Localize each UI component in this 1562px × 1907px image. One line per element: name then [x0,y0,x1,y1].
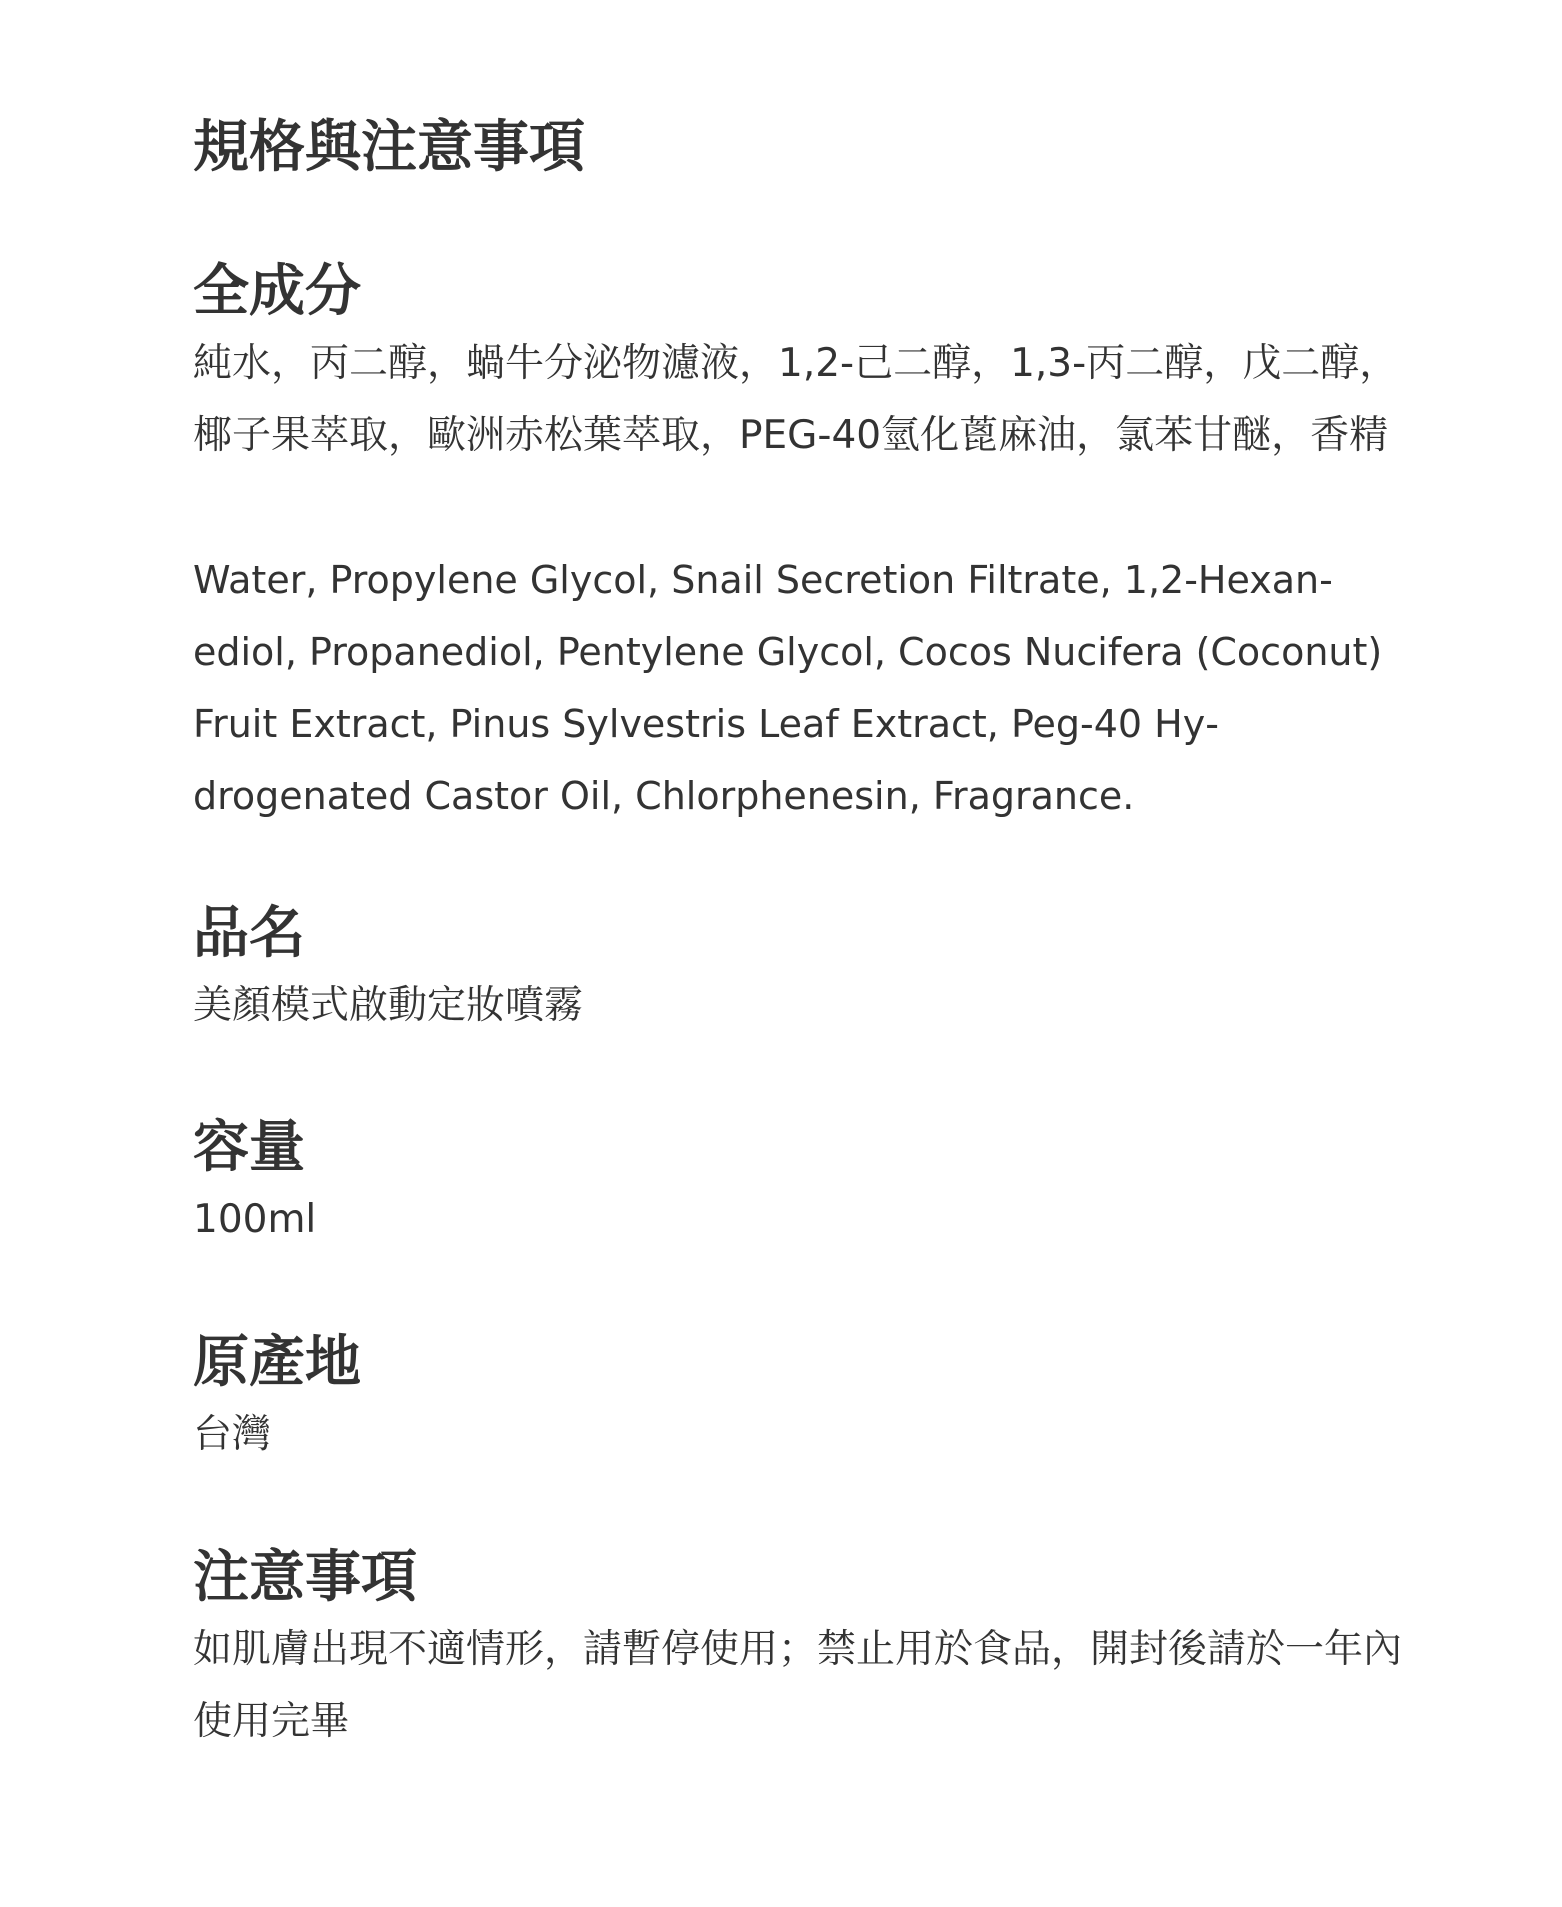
origin-heading: 原產地 [193,1330,361,1395]
notes-heading: 注意事項 [193,1545,417,1610]
product-name-text: 美顏模式啟動定妝噴霧 [193,983,584,1028]
ingredients-text-zh: 純水，丙二醇，蝸牛分泌物濾液，1,2-己二醇，1,3-丙二醇，戊二醇，椰子果萃取，歐洲赤松葉萃取，PEG-40氫化蓖麻油，氯苯甘醚，香精 [193,341,1399,458]
ingredients-heading: 全成分 [193,259,361,324]
origin-text: 台灣 [193,1412,272,1457]
volume-text: 100ml [193,1197,317,1242]
volume-heading: 容量 [193,1115,305,1180]
ingredients-text-en: Water, Propylene Glycol, Snail Secretion Filtrate, 1,2-Hexanediol, Propanediol, Pentylene Glycol, Cocos Nucifera (Coconut) Fruit Extract, Pinus Sylvestris Leaf Extract, Peg-40 Hydrogenated Castor Oil, Chlorphenesin, Fragrance. [193,558,1383,818]
page-title: 規格與注意事項 [193,115,585,180]
product-name-heading: 品名 [193,901,305,966]
notes-text: 如肌膚出現不適情形，請暫停使用；禁止用於食品，開封後請於一年內使用完畢 [193,1627,1403,1744]
